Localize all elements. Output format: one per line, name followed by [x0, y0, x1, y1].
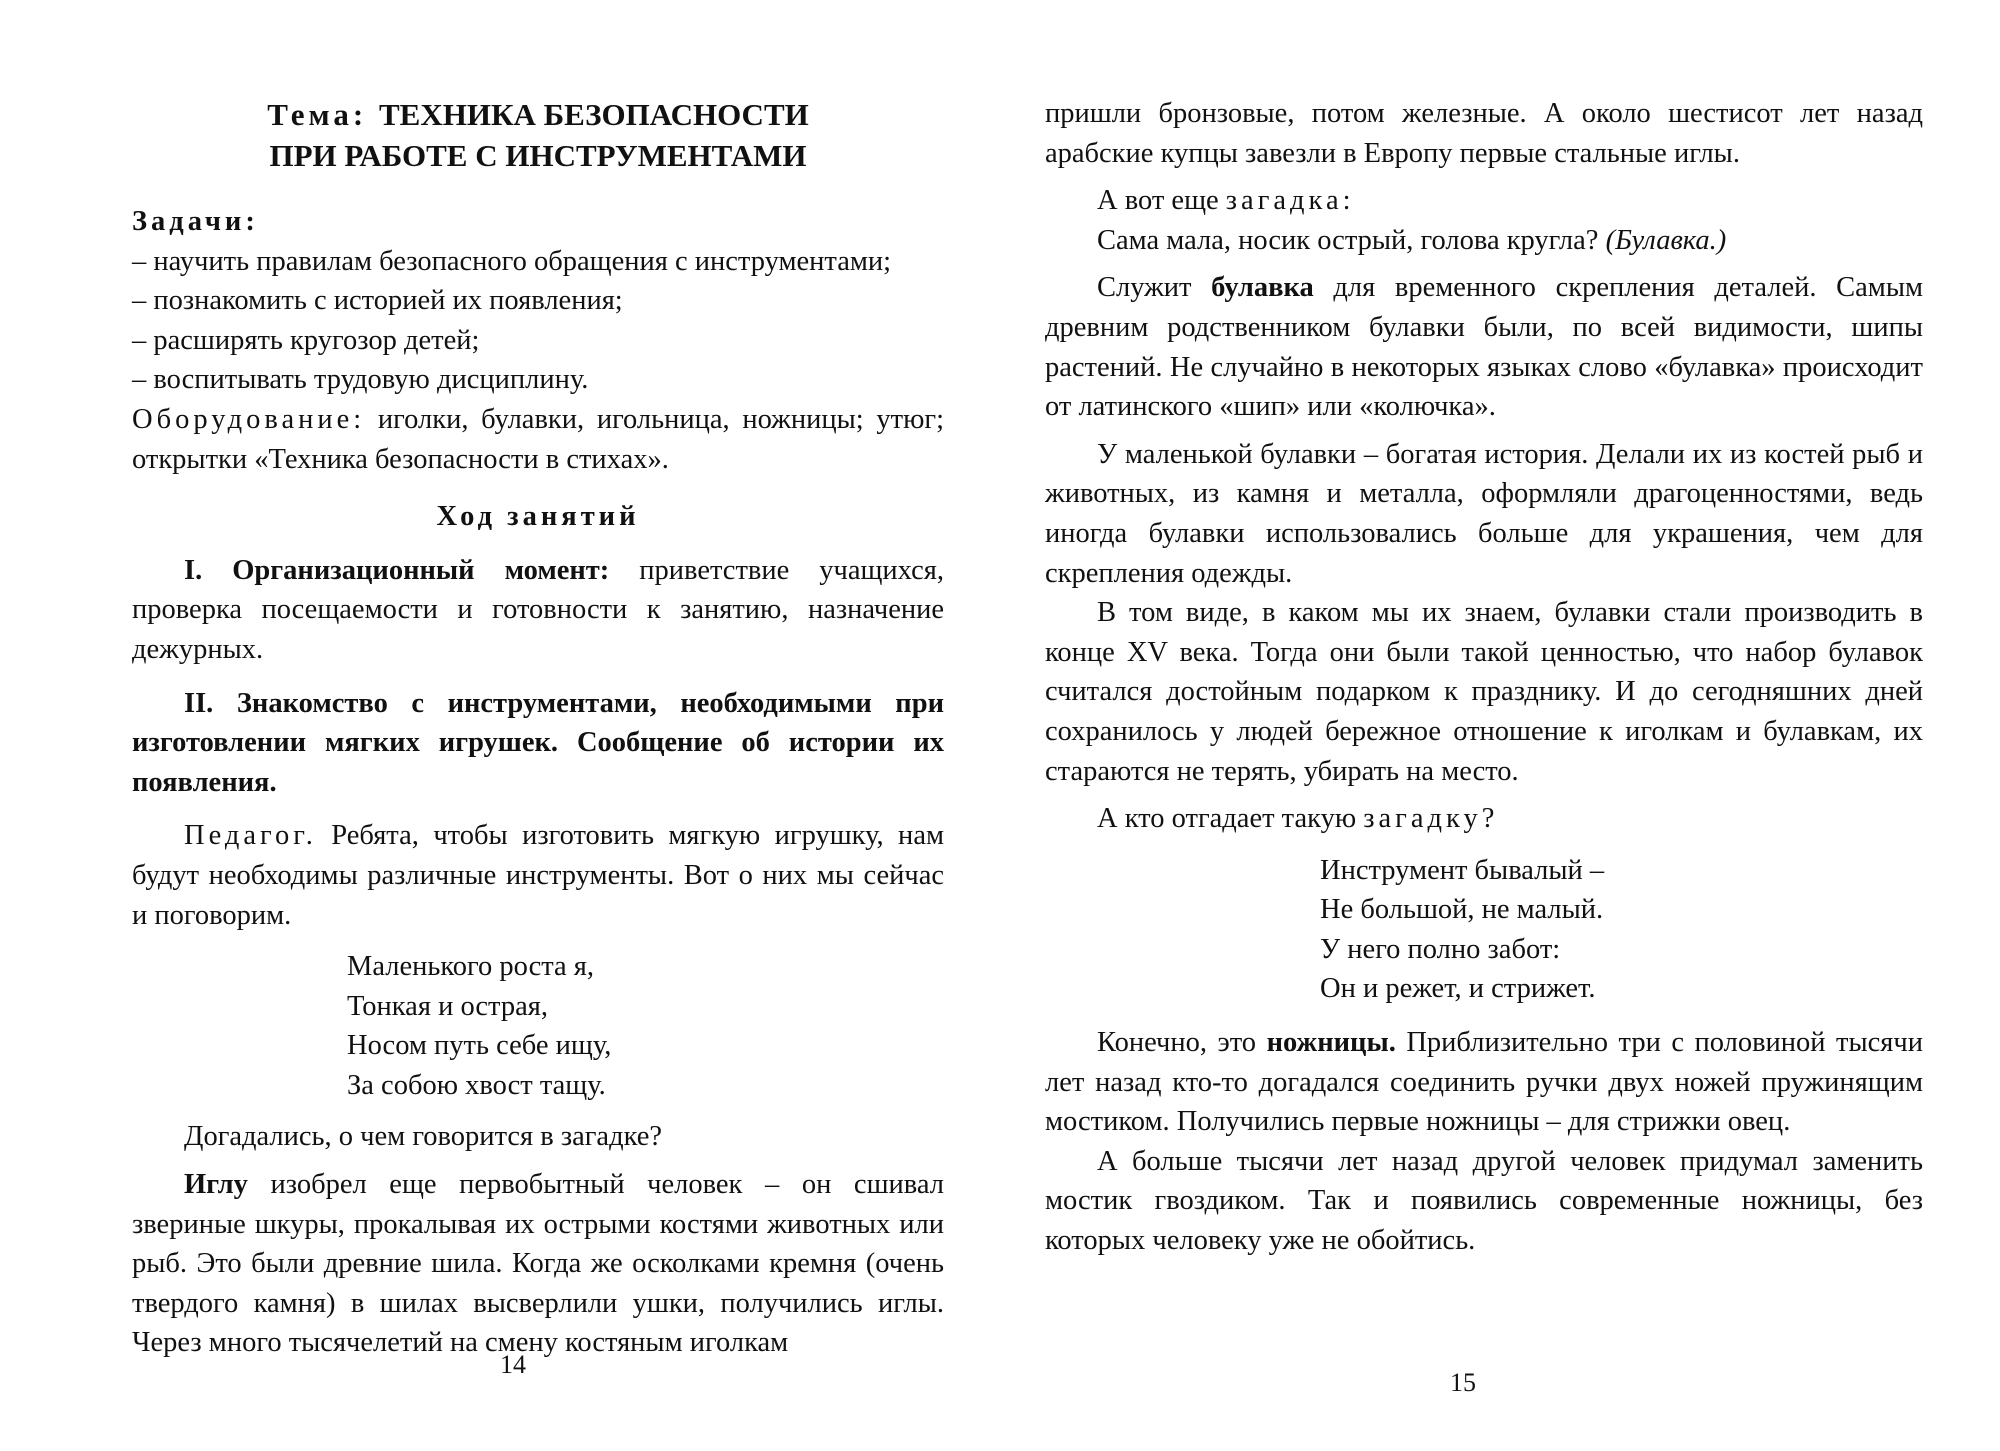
- teacher-paragraph: Педагог. Ребята, чтобы изготовить мягкую игрушку, нам будут необходимы различные инструменты. Вот о них мы сейчас и поговорим.: [132, 820, 944, 931]
- riddle-question: Догадались, о чем говорится в загадке?: [184, 1121, 663, 1153]
- task-item: – познакомить с историей их появления;: [132, 285, 623, 317]
- section-2-heading: II. Знакомство с инструментами, необходимыми при изготовлении мягких игрушек. Сообщение об истории их появления.: [132, 687, 944, 798]
- pin-modern-paragraph: В том виде, в каком мы их знаем, булавки стали производить в конце XV века. Тогда они были такой ценностью, что набор булавок считался достойным подарком к празднику. И до сегодняшних дней сохранилось у людей бережное отношение к иголкам и булавкам, их стараются не терять, убирать на место.: [1045, 597, 1923, 787]
- right-page-column: [1045, 94, 1923, 1261]
- riddle-line: У него полно забот:: [1320, 933, 1561, 965]
- equipment-paragraph: Оборудование: иголки, булавки, игольница, ножницы; утюг; открытки «Техника безопасности в стихах».: [132, 403, 944, 475]
- lesson-title: Тема: ТЕХНИКА БЕЗОПАСНОСТИ: [267, 97, 809, 132]
- pin-paragraph: Служит булавка для временного скрепления деталей. Самым древним родственником булавки были, по всей видимости, шипы растений. Не случайно в некоторых языках слово «булавка» происходит от латинского «шип» или «колючка».: [1045, 272, 1923, 423]
- riddle-line: Не большой, не малый.: [1320, 894, 1604, 926]
- needle-paragraph: Иглу изобрел еще первобытный человек – он сшивал звериные шкуры, прокалывая их острыми костями животных или рыб. Это были древние шила. Когда же осколками кремня (очень твердого камня) в шилах высверлили ушки, получились иглы. Через много тысячелетий на смену костяным иголкам: [132, 1169, 944, 1359]
- page-number: 15: [1450, 1368, 1476, 1397]
- left-page-column: [132, 94, 944, 1363]
- riddle-line: Маленького роста я,: [347, 951, 595, 983]
- tasks-label: Задачи:: [132, 206, 259, 237]
- scissors-paragraph: Конечно, это ножницы. Приблизительно три с половиной тысячи лет назад кто-то догадался соединить ручки двух ножей пружинящим мостиком. Получились первые ножницы – для стрижки овец.: [1045, 1027, 1923, 1138]
- riddle-line: Он и режет, и стрижет.: [1320, 973, 1596, 1005]
- page-number: 14: [500, 1350, 526, 1379]
- riddle-line: Носом путь себе ищу,: [347, 1030, 612, 1062]
- riddle-needle: [132, 947, 944, 1105]
- riddle-line: За собою хвост тащу.: [347, 1069, 606, 1101]
- riddle-line: Тонкая и острая,: [347, 990, 548, 1022]
- task-item: – воспитывать трудовую дисциплину.: [132, 364, 589, 396]
- task-item: – научить правилам безопасного обращения с инструментами;: [132, 245, 892, 277]
- needle-continuation: пришли бронзовые, потом железные. А около шестисот лет назад арабские купцы завезли в Европу первые стальные иглы.: [1045, 98, 1923, 169]
- section-1-paragraph: I. Организационный момент: приветствие учащихся, проверка посещаемости и готовности к занятию, назначение дежурных.: [132, 554, 944, 665]
- lesson-heading: Ход занятий: [436, 501, 640, 533]
- riddle-scissors: [1045, 851, 1923, 1009]
- lesson-title-line2: ПРИ РАБОТЕ С ИНСТРУМЕНТАМИ: [269, 138, 807, 173]
- riddle-intro: А кто отгадает такую загадку?: [1097, 803, 1499, 835]
- right-page: [1000, 0, 2000, 1451]
- pin-history-paragraph: У маленькой булавки – богатая история. Делали их из костей рыб и животных, из камня и металла, оформляли драгоценностями, ведь иногда булавки использовались больше для украшения, чем для скрепления одежды.: [1045, 438, 1923, 589]
- task-item: – расширять кругозор детей;: [132, 324, 480, 356]
- scissors-modern-paragraph: А больше тысячи лет назад другой человек придумал заменить мостик гвоздиком. Так и появились современные ножницы, без которых человеку уже не обойтись.: [1045, 1145, 1923, 1257]
- riddle-intro: А вот еще загадка:: [1097, 185, 1355, 217]
- riddle-pin: Сама мала, носик острый, голова кругла? (Булавка.): [1097, 224, 1727, 256]
- riddle-line: Инструмент бывалый –: [1320, 854, 1605, 886]
